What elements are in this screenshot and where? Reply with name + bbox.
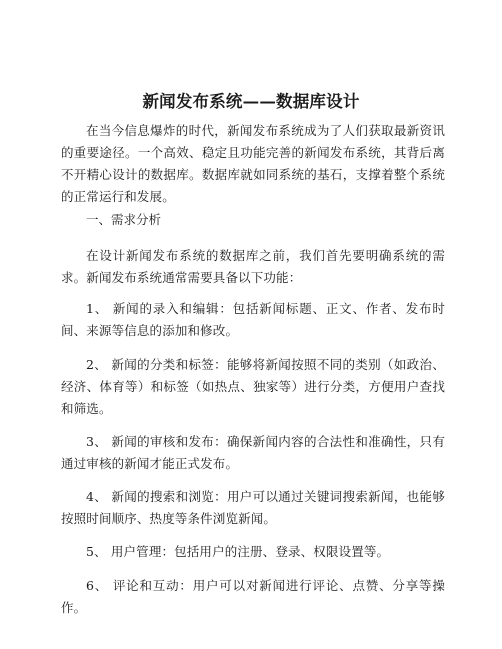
list-item: 4、 新闻的搜索和浏览：用户可以通过关键词搜索新闻，也能够按照时间顺序、热度等条件浏览新闻。 <box>61 489 445 526</box>
list-item: 1、 新闻的录入和编辑：包括新闻标题、正文、作者、发布时间、来源等信息的添加和修改。 <box>61 301 445 338</box>
document-title: 新闻发布系统——数据库设计 <box>142 92 360 111</box>
intro-paragraph: 在当今信息爆炸的时代，新闻发布系统成为了人们获取最新资讯的重要途径。一个高效、稳定且功能完善的新闻发布系统，其背后离不开精心设计的数据库。数据库就如同系统的基石，支撑着整个系统的正常运行和发展。 <box>61 123 445 204</box>
list-item: 2、 新闻的分类和标签：能够将新闻按照不同的类别（如政治、经济、体育等）和标签（如热点、独家等）进行分类，方便用户查找和筛选。 <box>61 357 445 416</box>
requirements-intro-paragraph: 在设计新闻发布系统的数据库之前，我们首先要明确系统的需求。新闻发布系统通常需要具备以下功能： <box>61 248 445 285</box>
list-item: 6、 评论和互动：用户可以对新闻进行评论、点赞、分享等操作。 <box>61 578 445 615</box>
list-item: 5、 用户管理：包括用户的注册、登录、权限设置等。 <box>86 544 390 559</box>
list-item: 3、 新闻的审核和发布：确保新闻内容的合法性和准确性，只有通过审核的新闻才能正式发布。 <box>61 434 445 471</box>
section-heading-requirements: 一、需求分析 <box>86 212 162 227</box>
